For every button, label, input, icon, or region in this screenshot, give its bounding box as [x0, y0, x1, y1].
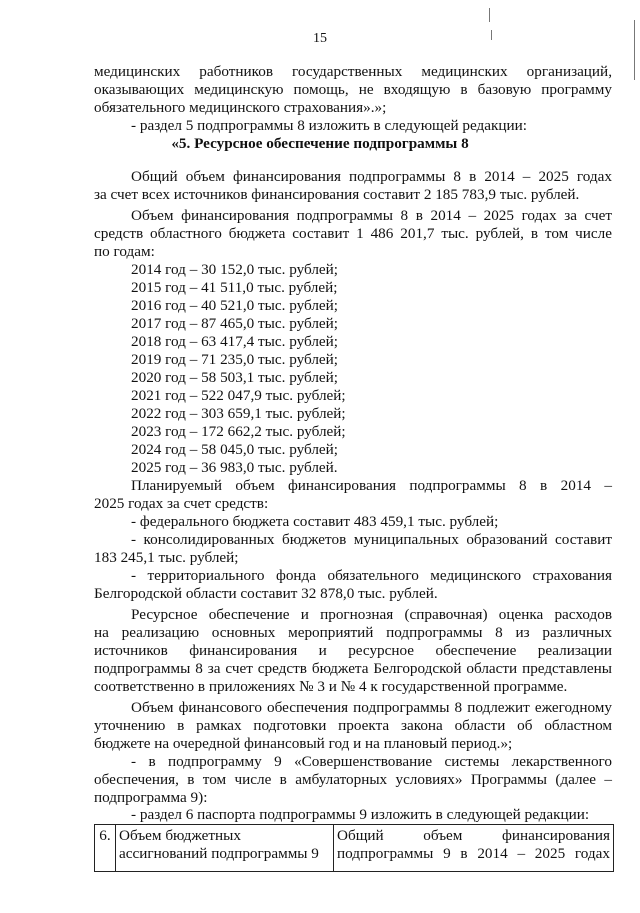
text-line: 183 245,1 тыс. рублей; — [94, 549, 239, 566]
text-line: бюджете на очередной финансовый год и на плановый период.»; — [94, 735, 513, 752]
text-line: - территориального фонда обязательного медицинского страхования — [131, 567, 612, 584]
text-line: Объем финансирования подпрограммы 8 в 2014 – 2025 годах за счет — [131, 207, 612, 224]
row-label-line: Объем бюджетных — [119, 827, 241, 844]
year-line: 2017 год – 87 465,0 тыс. рублей; — [131, 315, 339, 332]
text-line: Белгородской области составит 32 878,0 тыс. рублей. — [94, 585, 438, 602]
year-line: 2024 год – 58 045,0 тыс. рублей; — [131, 441, 339, 458]
year-line: 2025 год – 36 983,0 тыс. рублей. — [131, 459, 338, 476]
year-line: 2019 год – 71 235,0 тыс. рублей; — [131, 351, 339, 368]
text-line: подпрограмма 9): — [94, 789, 208, 806]
scan-mark — [634, 20, 635, 80]
text-line: - раздел 6 паспорта подпрограммы 9 изложить в следующей редакции: — [131, 806, 590, 823]
section-heading: «5. Ресурсное обеспечение подпрограммы 8 — [171, 135, 469, 152]
text-line: - раздел 5 подпрограммы 8 изложить в следующей редакции: — [131, 117, 527, 134]
table-row — [95, 825, 614, 872]
text-line: Объем финансового обеспечения подпрограммы 8 подлежит ежегодному — [131, 699, 612, 716]
row-value — [334, 825, 614, 872]
text-line: на реализацию основных мероприятий подпрограммы 8 из различных — [94, 624, 612, 641]
text-line: источников финансирования и ресурсное обеспечение реализации — [94, 642, 612, 659]
year-line: 2023 год – 172 662,2 тыс. рублей; — [131, 423, 346, 440]
text-line: Ресурсное обеспечение и прогнозная (справочная) оценка расходов — [131, 606, 612, 623]
text-line: - консолидированных бюджетов муниципальных образований составит — [131, 531, 612, 548]
text-line: за счет всех источников финансирования составит 2 185 783,9 тыс. рублей. — [94, 186, 580, 203]
year-line: 2018 год – 63 417,4 тыс. рублей; — [131, 333, 339, 350]
text-line: оказывающих медицинскую помощь, не входящую в базовую программу — [94, 81, 612, 98]
text-line: Общий объем финансирования подпрограммы 8 в 2014 – 2025 годах — [131, 168, 612, 185]
text-line: Планируемый объем финансирования подпрограммы 8 в 2014 – — [131, 477, 612, 494]
text-line: подпрограммы 8 за счет средств бюджета Белгородской области представлены — [94, 660, 612, 677]
year-line: 2020 год – 58 503,1 тыс. рублей; — [131, 369, 339, 386]
scan-mark — [489, 8, 490, 22]
passport-table — [94, 824, 614, 872]
year-line: 2015 год – 41 511,0 тыс. рублей; — [131, 279, 338, 296]
text-line: по годам: — [94, 243, 155, 260]
row-number: 6. — [95, 825, 116, 872]
year-line: 2014 год – 30 152,0 тыс. рублей; — [131, 261, 339, 278]
text-line: обеспечения, в том числе в амбулаторных условиях» Программы (далее – — [94, 771, 612, 788]
text-line: обязательного медицинского страхования».»; — [94, 99, 387, 116]
year-line: 2016 год – 40 521,0 тыс. рублей; — [131, 297, 339, 314]
text-line: - федерального бюджета составит 483 459,1 тыс. рублей; — [131, 513, 499, 530]
page-number: 15 — [313, 31, 327, 46]
scan-mark — [491, 30, 492, 40]
year-line: 2021 год – 522 047,9 тыс. рублей; — [131, 387, 346, 404]
row-value-line: подпрограммы 9 в 2014 – 2025 годах — [337, 845, 610, 862]
text-line: уточнению в рамках подготовки проекта закона области об областном — [94, 717, 612, 734]
year-line: 2022 год – 303 659,1 тыс. рублей; — [131, 405, 346, 422]
text-line: - в подпрограмму 9 «Совершенствование системы лекарственного — [131, 753, 612, 770]
text-line: соответственно в приложениях № 3 и № 4 к государственной программе. — [94, 678, 568, 695]
row-value-line: Общий объем финансирования — [337, 827, 610, 844]
row-label-line: ассигнований подпрограммы 9 — [119, 845, 319, 862]
text-line: 2025 годах за счет средств: — [94, 495, 269, 512]
row-label — [116, 825, 334, 872]
text-line: средств областного бюджета составит 1 486 201,7 тыс. рублей, в том числе — [94, 225, 612, 242]
text-line: медицинских работников государственных медицинских организаций, — [94, 63, 612, 80]
